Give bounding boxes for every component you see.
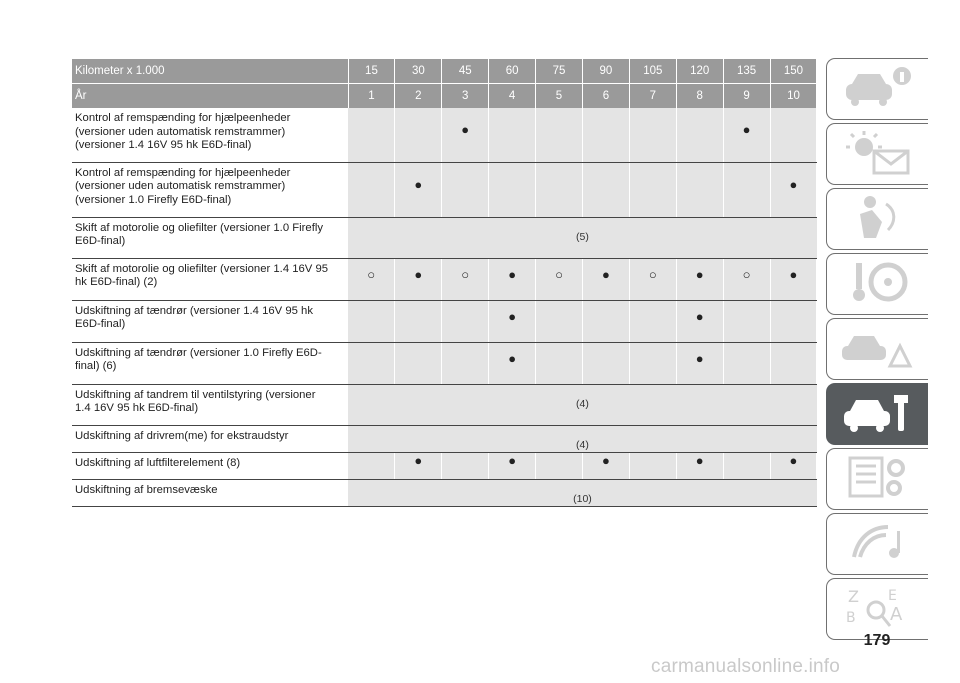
row-label: Udskiftning af drivrem(me) for ekstraudstyr <box>72 425 348 452</box>
row-label: Udskiftning af tændrør (versioner 1.0 Firefly E6D- final) (6) <box>72 342 348 384</box>
interval-cell <box>629 108 676 162</box>
table-row <box>72 108 817 162</box>
km-header-cell: 30 <box>395 59 442 84</box>
km-header-cell: 120 <box>676 59 723 84</box>
interval-cell <box>770 108 817 162</box>
interval-cell <box>676 162 723 217</box>
year-header-cell: 4 <box>489 84 536 109</box>
filled-dot-mark: ● <box>601 453 610 468</box>
table-row <box>72 342 817 384</box>
interval-cell <box>348 300 395 342</box>
year-header-cell: 1 <box>348 84 395 109</box>
row-label: Skift af motorolie og oliefilter (versioner 1.4 16V 95 hk E6D-final) (2) <box>72 258 348 300</box>
interval-cell <box>348 342 395 384</box>
interval-cell <box>348 162 395 217</box>
schedule-body <box>72 108 817 506</box>
year-header-cell: 7 <box>629 84 676 109</box>
filled-dot-mark: ● <box>414 453 423 468</box>
interval-cell <box>582 452 629 479</box>
year-header-cell: 6 <box>582 84 629 109</box>
interval-cell <box>676 300 723 342</box>
km-header-cell: 150 <box>770 59 817 84</box>
chapter-sidebar <box>826 58 928 640</box>
chapter-tab[interactable] <box>826 578 928 640</box>
steering-key-icon <box>838 257 918 312</box>
interval-cell <box>442 108 489 162</box>
interval-cell <box>489 300 536 342</box>
interval-cell <box>489 258 536 300</box>
table-row <box>72 452 817 479</box>
interval-cell <box>582 162 629 217</box>
filled-dot-mark: ● <box>414 177 423 192</box>
year-header-cell: 3 <box>442 84 489 109</box>
safety-airbag-icon <box>838 192 918 247</box>
year-header-row <box>72 84 817 109</box>
svg-text:Z: Z <box>847 586 859 606</box>
km-header-cell: 60 <box>489 59 536 84</box>
row-label: Udskiftning af luftfilterelement (8) <box>72 452 348 479</box>
interval-cell <box>723 162 770 217</box>
row-label: Kontrol af remspænding for hjælpeenheder (versioner uden automatisk remstrammer) (versioner 1.4 16V 95 hk E6D-final) <box>72 108 348 162</box>
filled-dot-mark: ● <box>414 266 423 282</box>
interval-cell <box>629 162 676 217</box>
car-maintenance-icon <box>838 387 918 442</box>
interval-cell <box>629 258 676 300</box>
interval-cell <box>442 258 489 300</box>
interval-cell <box>770 162 817 217</box>
filled-dot-mark: ● <box>461 122 470 138</box>
table-row <box>72 479 817 506</box>
interval-cell <box>395 452 442 479</box>
filled-dot-mark: ● <box>789 177 798 192</box>
interval-cell <box>489 162 536 217</box>
interval-cell <box>770 300 817 342</box>
emergency-icon <box>838 322 918 377</box>
interval-cell <box>629 452 676 479</box>
watermark: carmanualsonline.info <box>651 656 841 677</box>
svg-text:E: E <box>887 587 897 604</box>
chapter-tab[interactable] <box>826 448 928 510</box>
interval-cell <box>723 452 770 479</box>
interval-cell <box>536 258 583 300</box>
page-number: 179 <box>863 632 891 649</box>
filled-dot-mark: ● <box>695 453 704 468</box>
hollow-dot-mark: ○ <box>367 266 376 282</box>
row-note: (5) <box>348 217 817 258</box>
interval-cell <box>348 258 395 300</box>
interval-cell <box>348 452 395 479</box>
row-label: Skift af motorolie og oliefilter (versioner 1.0 Firefly E6D-final) <box>72 217 348 258</box>
technical-data-icon <box>838 452 918 507</box>
table-row <box>72 384 817 425</box>
filled-dot-mark: ● <box>695 350 704 366</box>
interval-cell <box>676 108 723 162</box>
hollow-dot-mark: ○ <box>461 266 470 282</box>
interval-cell <box>395 300 442 342</box>
svg-text:B: B <box>845 609 856 626</box>
interval-cell <box>442 162 489 217</box>
year-header-cell: 8 <box>676 84 723 109</box>
km-header-cell: 135 <box>723 59 770 84</box>
filled-dot-mark: ● <box>508 453 517 468</box>
year-header-cell: 2 <box>395 84 442 109</box>
chapter-tab[interactable] <box>826 58 928 120</box>
row-label: Udskiftning af tændrør (versioner 1.4 16V 95 hk E6D-final) <box>72 300 348 342</box>
interval-cell <box>770 342 817 384</box>
interval-cell <box>395 162 442 217</box>
row-note: (4) <box>348 384 817 425</box>
interval-cell <box>536 162 583 217</box>
filled-dot-mark: ● <box>789 266 798 282</box>
km-header-row <box>72 59 817 84</box>
table-row <box>72 162 817 217</box>
interval-cell <box>770 258 817 300</box>
chapter-tab[interactable] <box>826 188 928 250</box>
km-header-cell: 45 <box>442 59 489 84</box>
km-header-label: Kilometer x 1.000 <box>72 59 348 84</box>
filled-dot-mark: ● <box>508 308 517 324</box>
km-header-cell: 90 <box>582 59 629 84</box>
interval-cell <box>676 258 723 300</box>
interval-cell <box>395 342 442 384</box>
row-note: (4) <box>348 425 817 452</box>
hollow-dot-mark: ○ <box>555 266 563 282</box>
interval-cell <box>536 300 583 342</box>
interval-cell <box>723 108 770 162</box>
interval-cell <box>536 108 583 162</box>
interval-cell <box>582 108 629 162</box>
table-row <box>72 425 817 452</box>
filled-dot-mark: ● <box>742 122 751 138</box>
interval-cell <box>442 452 489 479</box>
interval-cell <box>442 342 489 384</box>
table-row <box>72 300 817 342</box>
filled-dot-mark: ● <box>789 453 798 468</box>
maintenance-schedule-table <box>72 59 817 507</box>
interval-cell <box>348 108 395 162</box>
year-header-label: År <box>72 84 348 109</box>
interval-cell <box>442 300 489 342</box>
car-info-icon <box>838 62 918 117</box>
interval-cell <box>676 452 723 479</box>
row-label: Udskiftning af bremsevæske <box>72 479 348 506</box>
interval-cell <box>536 452 583 479</box>
interval-cell <box>629 342 676 384</box>
chapter-tab[interactable] <box>826 318 928 380</box>
year-header-cell: 5 <box>536 84 583 109</box>
index-icon <box>838 582 918 637</box>
interval-cell <box>536 342 583 384</box>
filled-dot-mark: ● <box>695 308 704 324</box>
year-header-cell: 10 <box>770 84 817 109</box>
km-header-cell: 105 <box>629 59 676 84</box>
interval-cell <box>723 258 770 300</box>
chapter-tab[interactable] <box>826 123 928 185</box>
interval-cell <box>582 300 629 342</box>
interval-cell <box>582 342 629 384</box>
row-label: Kontrol af remspænding for hjælpeenheder (versioner uden automatisk remstrammer) (versioner 1.0 Firefly E6D-final) <box>72 162 348 217</box>
interval-cell <box>489 342 536 384</box>
interval-cell <box>395 258 442 300</box>
hollow-dot-mark: ○ <box>648 266 657 282</box>
interval-cell <box>489 108 536 162</box>
interval-cell <box>582 258 629 300</box>
multimedia-icon <box>838 517 918 572</box>
filled-dot-mark: ● <box>695 266 704 282</box>
filled-dot-mark: ● <box>508 350 517 366</box>
interval-cell <box>723 342 770 384</box>
svg-text:A: A <box>889 603 902 625</box>
row-label: Udskiftning af tandrem til ventilstyring (versioner 1.4 16V 95 hk E6D-final) <box>72 384 348 425</box>
chapter-tab[interactable] <box>826 253 928 315</box>
filled-dot-mark: ● <box>601 266 610 282</box>
interval-cell <box>723 300 770 342</box>
year-header-cell: 9 <box>723 84 770 109</box>
chapter-tab[interactable] <box>826 513 928 575</box>
interval-cell <box>629 300 676 342</box>
filled-dot-mark: ● <box>508 266 517 282</box>
interval-cell <box>770 452 817 479</box>
interval-cell <box>395 108 442 162</box>
interval-cell <box>489 452 536 479</box>
chapter-tab[interactable] <box>826 383 928 445</box>
table-row <box>72 217 817 258</box>
km-header-cell: 75 <box>536 59 583 84</box>
warning-lights-icon <box>838 127 918 182</box>
row-note: (10) <box>348 479 817 506</box>
km-header-cell: 15 <box>348 59 395 84</box>
hollow-dot-mark: ○ <box>742 266 751 282</box>
table-row <box>72 258 817 300</box>
interval-cell <box>676 342 723 384</box>
